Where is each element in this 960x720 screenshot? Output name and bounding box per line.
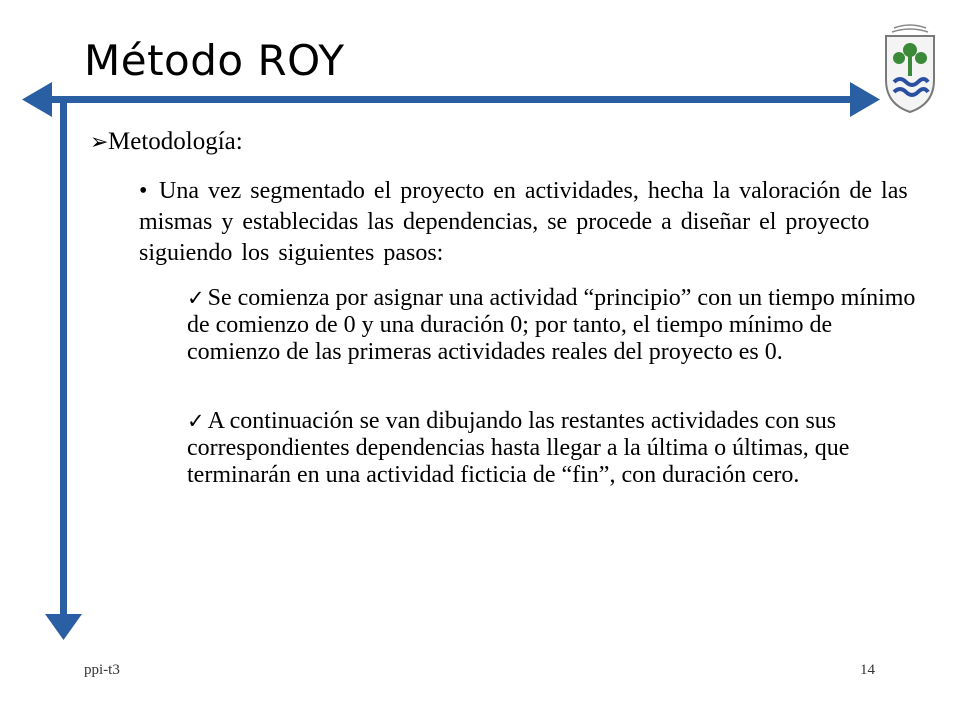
horizontal-arrow-line [46, 96, 864, 103]
slide-title: Método ROY [84, 36, 345, 85]
checkmark-icon: ✓ [187, 409, 205, 433]
step-text: A continuación se van dibujando las restantes actividades con sus correspondientes dependencias hasta llegar a la última o últimas, que terminarán en una actividad ficticia de “fin”, con duración cero. [187, 408, 850, 488]
section-heading [90, 128, 243, 156]
left-arrowhead-icon [22, 82, 52, 117]
step-item [187, 408, 927, 489]
step-item [187, 285, 927, 366]
right-arrowhead-icon [850, 82, 880, 117]
step-text: Se comienza por asignar una actividad “principio” con un tiempo mínimo de comienzo de 0 y una duración 0; por tanto, el tiempo mínimo de comienzo de las primeras actividades reales del proyecto es 0. [187, 285, 916, 365]
institution-logo [880, 20, 940, 116]
intro-paragraph [139, 176, 929, 269]
vertical-arrow-line [60, 100, 67, 622]
intro-text: Una vez segmentado el proyecto en actividades, hecha la valoración de las mismas y establecidas las dependencias, se procede a diseñar el proyecto siguiendo los siguientes pasos: [139, 178, 908, 266]
dot-bullet-icon: • [139, 178, 148, 204]
page-number: 14 [860, 662, 875, 678]
footer-label: ppi-t3 [84, 662, 120, 678]
down-arrowhead-icon [45, 614, 82, 640]
section-heading-text: Metodología: [108, 128, 243, 155]
arrow-bullet-icon: ➢ [90, 129, 109, 154]
checkmark-icon: ✓ [187, 286, 205, 310]
